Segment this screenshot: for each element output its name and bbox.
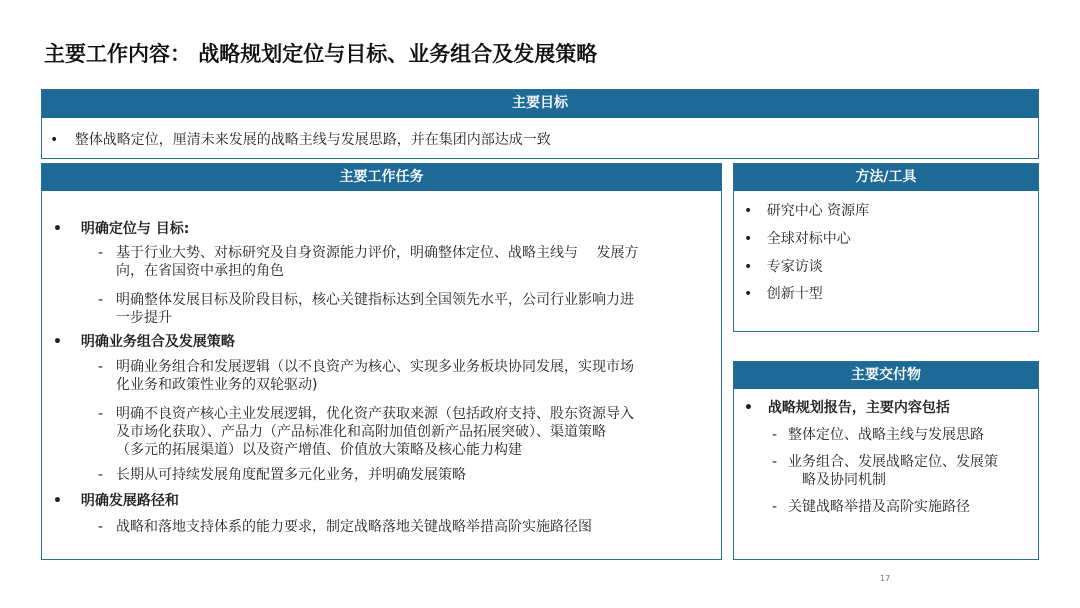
list-item: • 全球对标中心 xyxy=(744,231,851,247)
dash-icon: - xyxy=(772,499,778,515)
task-section-title: • 明确发展路径和 xyxy=(53,493,179,509)
task-item: - 长期从可持续发展角度配置多元化业务，并明确发展策略 xyxy=(98,467,466,483)
bullet-icon: • xyxy=(744,259,753,275)
methods-panel xyxy=(733,163,1039,332)
main-goal-header: 主要目标 xyxy=(42,90,1038,118)
bullet-icon: • xyxy=(744,400,753,416)
main-goal-item xyxy=(50,129,551,149)
bullet-icon: • xyxy=(53,334,62,350)
deliverables-header: 主要交付物 xyxy=(734,362,1038,389)
deliverable-item: - 整体定位、战略主线与发展思路 xyxy=(772,427,984,443)
main-goal-panel xyxy=(41,89,1039,159)
dash-icon: - xyxy=(98,245,104,261)
dash-icon: - xyxy=(98,406,104,422)
page-title: 主要工作内容： 战略规划定位与目标、业务组合及发展策略 xyxy=(44,42,598,66)
dash-icon: - xyxy=(98,467,104,483)
deliverables-panel xyxy=(733,361,1039,560)
deliverables-title: • 战略规划报告，主要内容包括 xyxy=(744,400,950,416)
task-item: - 明确业务组合和发展逻辑（以不良资产为核心、实现多业务板块协同发展，实现市场 化业务和政策性业务的双轮驱动) xyxy=(98,359,634,393)
dash-icon: - xyxy=(98,519,104,535)
bullet-icon: • xyxy=(53,221,62,237)
bullet-icon: • xyxy=(53,493,62,509)
list-item: • 专家访谈 xyxy=(744,259,823,275)
task-item: - 明确整体发展目标及阶段目标，核心关键指标达到全国领先水平，公司行业影响力进 一步提升 xyxy=(98,292,634,326)
bullet-icon: • xyxy=(744,203,753,219)
bullet-icon: • xyxy=(50,132,59,148)
task-section-title: • 明确业务组合及发展策略 xyxy=(53,334,235,350)
deliverable-item: - 关键战略举措及高阶实施路径 xyxy=(772,499,970,515)
bullet-icon: • xyxy=(744,231,753,247)
dash-icon: - xyxy=(98,292,104,308)
task-section-title: • 明确定位与 目标: xyxy=(53,221,190,237)
list-item: • 研究中心 资源库 xyxy=(744,203,870,219)
main-tasks-header: 主要工作任务 xyxy=(42,164,721,191)
methods-header: 方法/工具 xyxy=(734,164,1038,191)
dash-icon: - xyxy=(772,427,778,443)
bullet-icon: • xyxy=(744,286,753,302)
dash-icon: - xyxy=(98,359,104,375)
list-item: • 创新十型 xyxy=(744,286,823,302)
task-item: - 战略和落地支持体系的能力要求，制定战略落地关键战略举措高阶实施路径图 xyxy=(98,519,592,535)
page-number: 17 xyxy=(880,574,891,583)
main-tasks-panel xyxy=(41,163,722,560)
task-item: - 基于行业大势、对标研究及自身资源能力评价，明确整体定位、战略主线与 发展方 向，在省国资中承担的角色 xyxy=(98,245,639,279)
main-goal-text: 整体战略定位，厘清未来发展的战略主线与发展思路，并在集团内部达成一致 xyxy=(74,132,551,148)
task-item: - 明确不良资产核心主业发展逻辑，优化资产获取来源（包括政府支持、股东资源导入 及市场化获取）、产品力（产品标准化和高附加值创新产品拓展突破）、渠道策略 （多元的拓展渠道）以及资产增值、价值放大策略及核心能力构建 xyxy=(98,406,634,458)
dash-icon: - xyxy=(772,454,778,470)
deliverable-item: - 业务组合、发展战略定位、发展策 略及协同机制 xyxy=(772,454,998,488)
